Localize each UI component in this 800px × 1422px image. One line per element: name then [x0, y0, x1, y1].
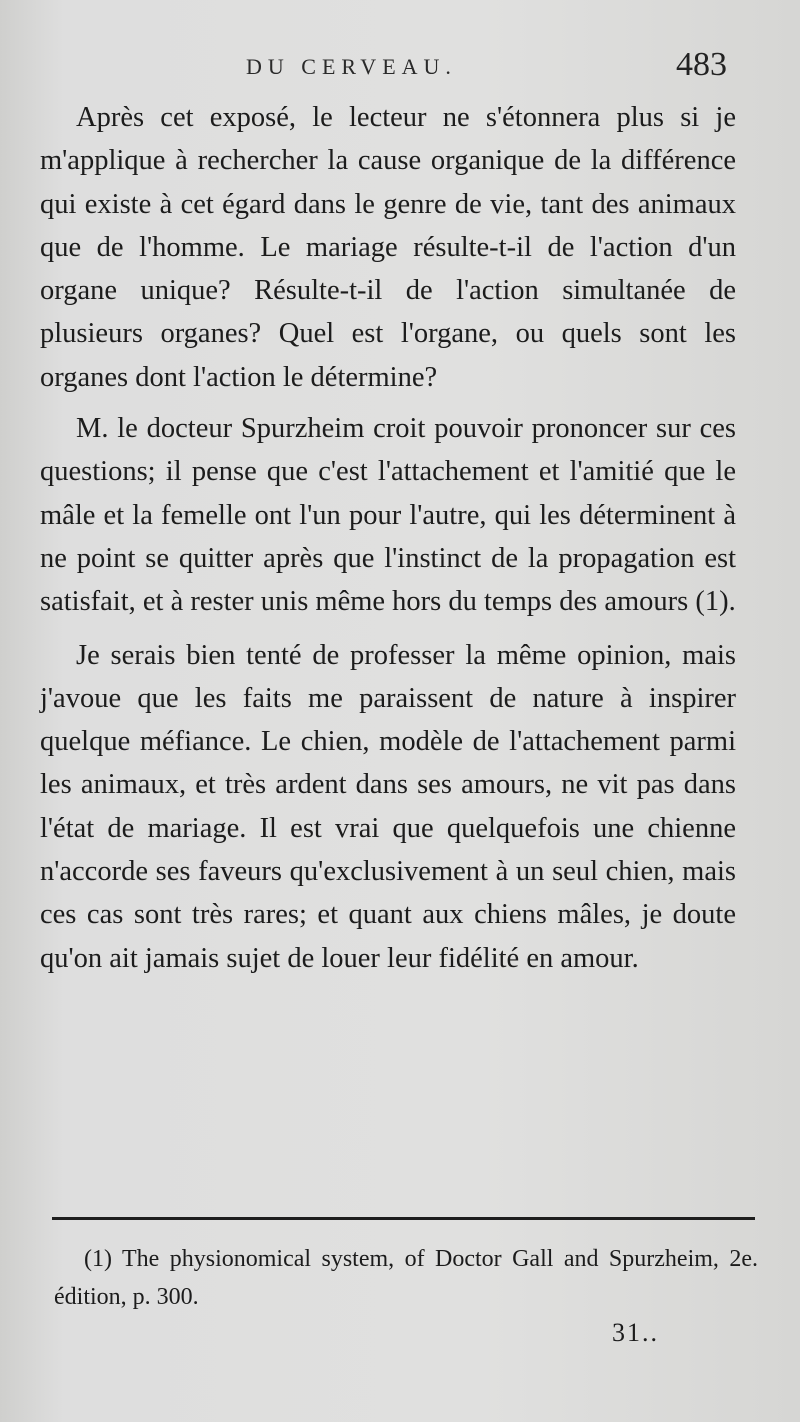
page-number: 483 [676, 46, 727, 83]
body-text [40, 96, 736, 984]
footnote: (1) The physionomical system, of Doctor Gall and Spurzheim, 2e. édition, p. 300. [54, 1246, 758, 1310]
running-head [0, 46, 800, 92]
footnote-divider [52, 1217, 755, 1220]
paragraph-2: M. le docteur Spurzheim croit pouvoir prononcer sur ces questions; il pense que c'est l'attachement et l'amitié que le mâle et la femelle ont l'un pour l'autre, qui les déterminent à ne point se quitter après que l'instinct de la propagation est satisfait, et à rester unis même hors du temps des amours (1). [40, 413, 736, 618]
running-head-title: DU CERVEAU. [246, 54, 457, 79]
signature-mark: 31.. [612, 1318, 659, 1347]
paragraph-3: Je serais bien tenté de professer la même opinion, mais j'avoue que les faits me paraissent de nature à inspirer quelque méfiance. Le chien, modèle de l'attachement parmi les animaux, et très ardent dans ses amours, ne vit pas dans l'état de mariage. Il est vrai que quelquefois une chienne n'accorde ses faveurs qu'exclusivement à un seul chien, mais ces cas sont très rares; et quant aux chiens mâles, je doute qu'on ait jamais sujet de louer leur fidélité en amour. [40, 639, 736, 974]
paragraph-1: Après cet exposé, le lecteur ne s'étonnera plus si je m'applique à rechercher la cause organique de la différence qui existe à cet égard dans le genre de vie, tant des animaux que de l'homme. Le mariage résulte-t-il de l'action d'un organe unique? Résulte-t-il de l'action simultanée de plusieurs organes? Quel est l'organe, ou quels sont les organes dont l'action le détermine? [40, 102, 736, 393]
